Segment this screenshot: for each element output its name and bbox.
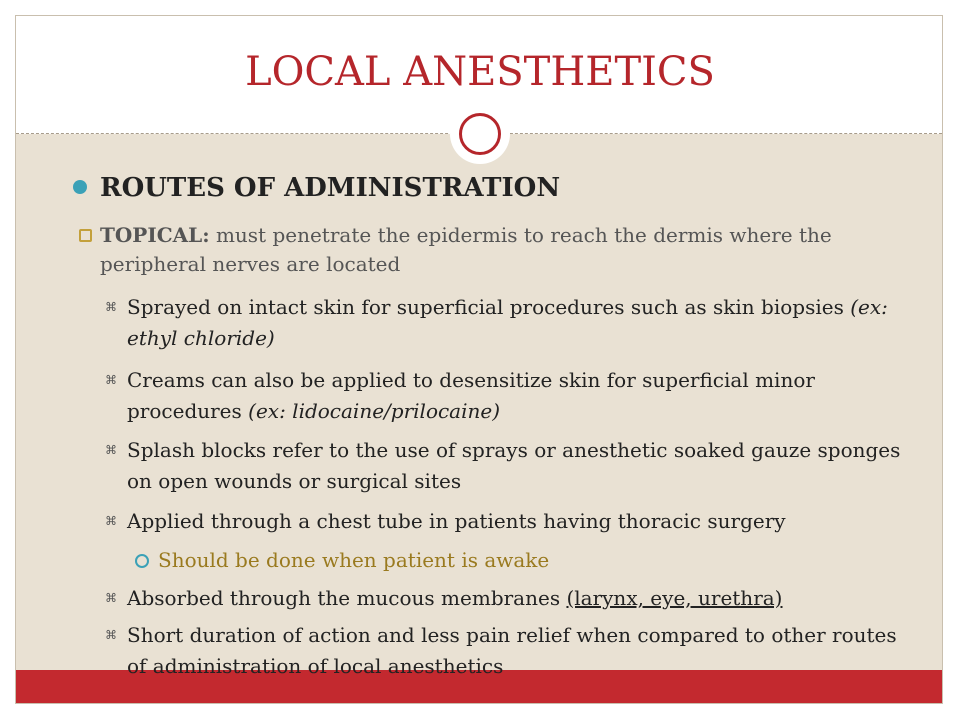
point-bullet-icon: ⌘ [105, 300, 117, 314]
point-example: (ex: lidocaine/prilocaine) [248, 399, 501, 423]
topical-bullet-icon [79, 229, 92, 242]
point-underlined: (larynx, eye, urethra) [566, 586, 783, 610]
topical-lead: TOPICAL: [100, 223, 210, 247]
point-text: Applied through a chest tube in patients having thoracic surgery [127, 509, 786, 533]
point-example: (ex: ethyl chloride) [127, 295, 888, 350]
point-item [127, 583, 917, 614]
subpoint-item: Should be done when patient is awake [158, 548, 550, 572]
point-item [127, 620, 917, 682]
topical-item [100, 221, 920, 279]
subpoint-bullet-icon [135, 554, 149, 568]
point-item [127, 365, 917, 427]
point-item [127, 292, 917, 354]
point-bullet-icon: ⌘ [105, 514, 117, 528]
point-bullet-icon: ⌘ [105, 628, 117, 642]
topical-text: must penetrate the epidermis to reach the dermis where the peripheral nerves are located [100, 223, 832, 276]
point-item [127, 506, 917, 537]
point-bullet-icon: ⌘ [105, 591, 117, 605]
point-item [127, 435, 917, 497]
point-text: Creams can also be applied to desensitize skin for superficial minor procedures [127, 368, 815, 423]
heading-bullet-icon [73, 180, 87, 194]
point-text: Short duration of action and less pain relief when compared to other routes of administration of local anesthetics [127, 623, 897, 678]
point-text: Sprayed on intact skin for superficial procedures such as skin biopsies [127, 295, 851, 319]
point-text: Absorbed through the mucous membranes [127, 586, 567, 610]
slide-title: LOCAL ANESTHETICS [245, 49, 715, 95]
point-bullet-icon: ⌘ [105, 443, 117, 457]
point-text: Splash blocks refer to the use of sprays or anesthetic soaked gauze sponges on open wounds or surgical sites [127, 438, 901, 493]
section-heading: ROUTES OF ADMINISTRATION [100, 173, 561, 203]
point-bullet-icon: ⌘ [105, 373, 117, 387]
